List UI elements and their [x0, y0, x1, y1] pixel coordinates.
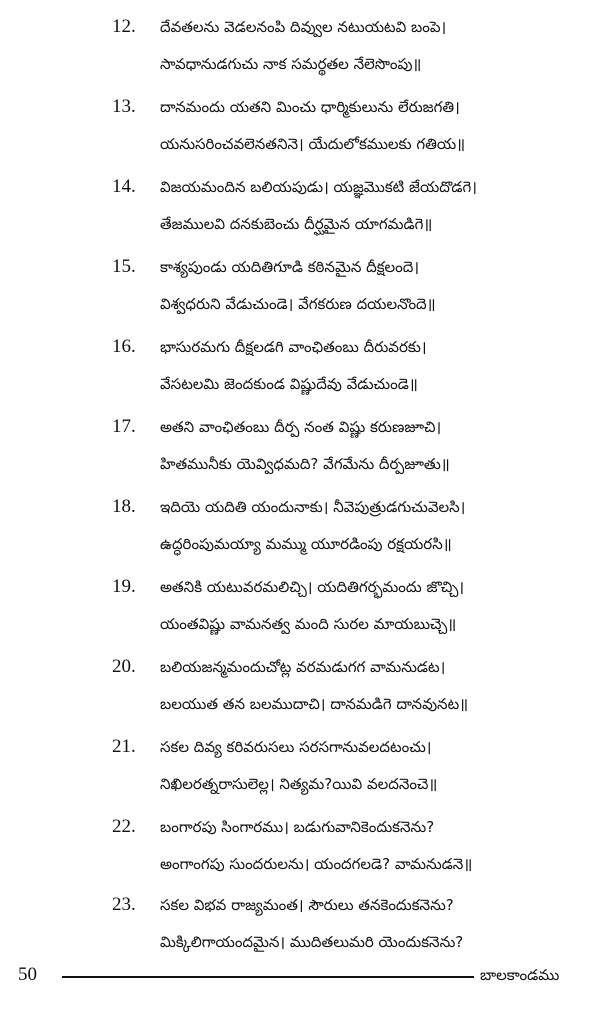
verse-22 [0, 813, 600, 893]
verse-number: 17. [112, 416, 136, 437]
page-number: 50 [18, 964, 37, 985]
verse-number: 21. [112, 736, 136, 757]
verse-number: 19. [112, 576, 136, 597]
verse-line-2: బలయుత తన బలముదాచి। దానమడిగె దానవునట॥ [160, 695, 469, 713]
page-footer [0, 958, 600, 998]
verse-line-1: సకల దివ్య కరివరుసలు సరసగానువలదటంచు। [160, 738, 432, 756]
verse-number: 18. [112, 496, 136, 517]
verse-14 [0, 173, 600, 253]
verse-number: 12. [112, 16, 136, 37]
verse-line-1: దేవతలను వెడలనంపి దివ్వుల నటుయటవి బంపె। [160, 18, 447, 36]
verse-line-2: విశ్వధరుని వేడుచుండె। వేగకరుణ దయలనొందె॥ [160, 295, 436, 313]
verse-line-2: హితమునీకు యెవ్విధమది? వేగమేను దీర్పజూతు॥ [160, 455, 450, 473]
verse-line-2: మిక్కిలిగాయందమైన। ముదితలుమరి యెందుకనెను? [160, 933, 464, 951]
verse-line-1: అతనికి యటువరమలిచ్చి। యదితిగర్భమందు జొచ్చి। [160, 578, 465, 596]
verse-line-2: ఉద్ధరింపుమయ్యా మమ్ము యూరడింపు రక్షయరసి॥ [160, 535, 452, 553]
verse-16 [0, 333, 600, 413]
verse-line-2: నిఖిలరత్నరాసులెల్ల। నిత్యమ?యివి వలదనెంచె॥ [160, 775, 438, 793]
verse-line-1: బలియజన్మమందుచోట్ల వరమడుగగ వామనుడట। [160, 658, 446, 676]
verse-line-2: తేజములవి దనకుబెంచు దీర్ఘమైన యాగమడిగె॥ [160, 215, 433, 233]
verse-line-2: అంగాంగపు సుందరులను। యందగలడె? వామనుడనె॥ [160, 855, 473, 873]
verse-line-1: విజయమందిన బలియపుడు। యజ్ఞమొకటి జేయదొడగె। [160, 178, 477, 196]
verse-line-2: వేసటలమి జెందకుండ విష్ణుదేవు వేడుచుండె॥ [160, 375, 418, 393]
verse-line-1: దానమందు యతని మించు ధార్మికులును లేరుజగతి। [160, 98, 460, 116]
verse-13 [0, 93, 600, 173]
verse-number: 16. [112, 336, 136, 357]
verse-number: 23. [112, 894, 136, 915]
verse-15 [0, 253, 600, 333]
verse-17 [0, 413, 600, 493]
verse-number: 15. [112, 256, 136, 277]
verse-line-1: సకల విభవ రాజ్యమంత। సౌరులు తనకెందుకనెను? [160, 896, 454, 914]
verse-line-2: యంతవిష్ణు వామనత్వ మంది సురల మాయబుచ్చె॥ [160, 615, 457, 633]
verse-line-1: ఇదియె యదితి యందునాకు। నీవెపుత్రుడగుచువెలసి। [160, 498, 466, 516]
verse-20 [0, 653, 600, 733]
verse-19 [0, 573, 600, 653]
verse-number: 20. [112, 656, 136, 677]
verse-21 [0, 733, 600, 813]
verse-line-2: యనుసరించవలెనతనినె। యేదులోకములకు గతియ॥ [160, 135, 466, 153]
footer-rule [62, 976, 474, 978]
verse-line-1: కాశ్యపుండు యదితిగూడి కఠినమైన దీక్షలందె। [160, 258, 420, 276]
verse-line-1: భాసురమగు దీక్షలడగి వాంఛితంబు దీరువరకు। [160, 338, 427, 356]
verse-line-1: అతని వాంఛితంబు దీర్ప నంత విష్ణు కరుణజూచి। [160, 418, 442, 436]
verse-12 [0, 13, 600, 93]
verse-number: 14. [112, 176, 136, 197]
verse-line-2: సావధానుడగుచు నాక సమర్థతల నేలెసొంపు॥ [160, 55, 422, 73]
verse-number: 13. [112, 96, 136, 117]
running-head: బాలకాండము [480, 966, 560, 984]
verse-18 [0, 493, 600, 573]
verse-line-1: బంగారపు సింగారము। బడుగువానికెందుకనెను? [160, 818, 435, 836]
verse-number: 22. [112, 816, 136, 837]
